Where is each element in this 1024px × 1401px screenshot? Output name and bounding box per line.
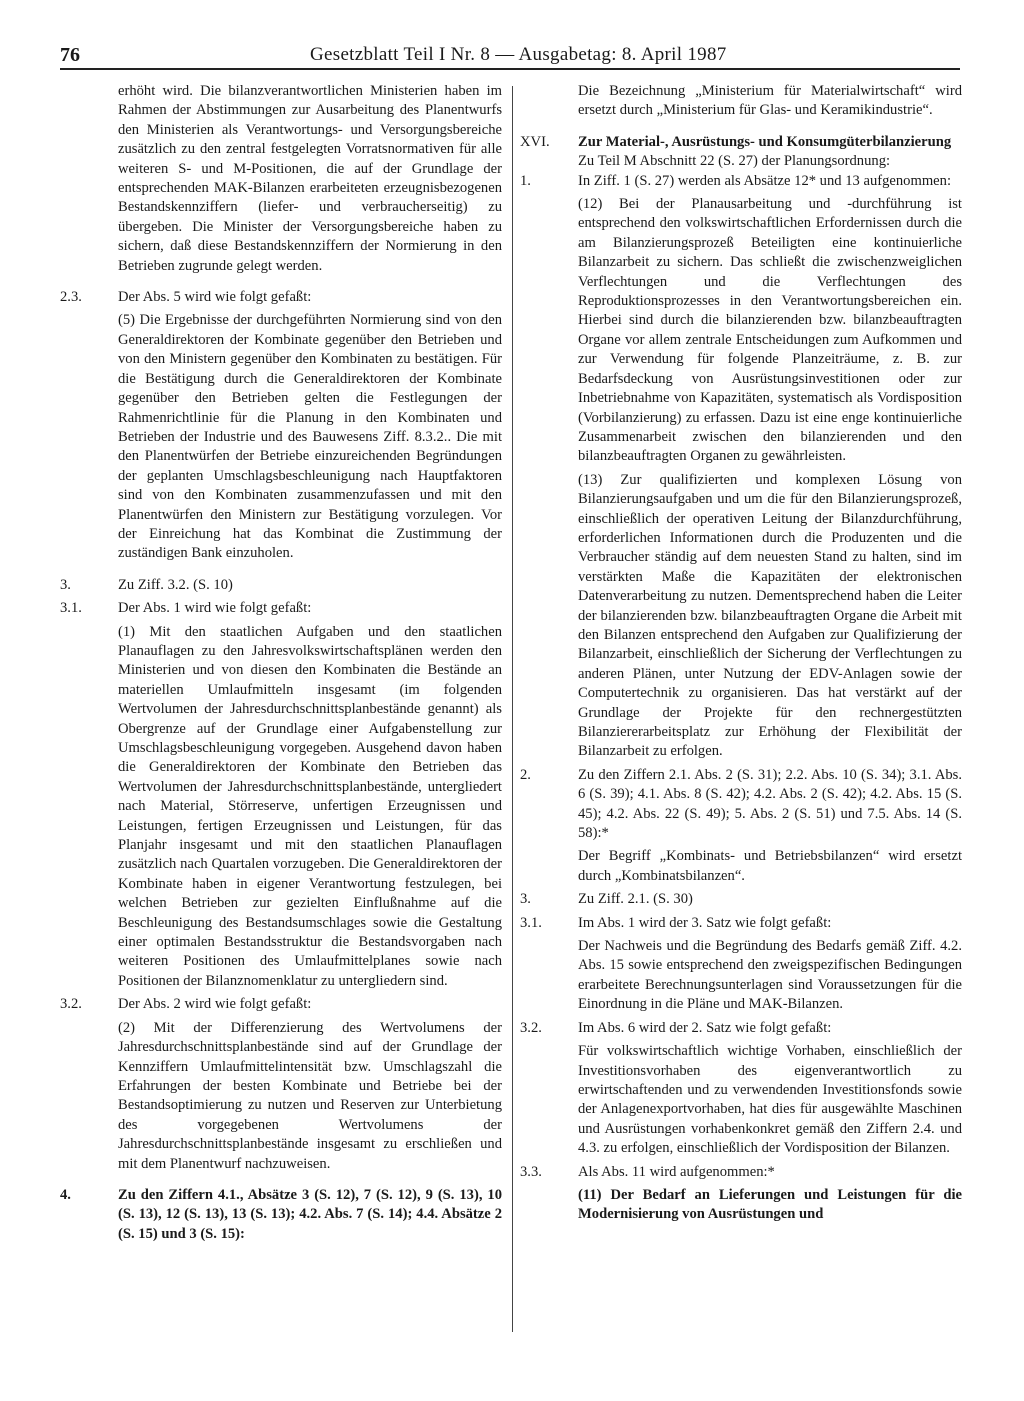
section-heading: In Ziff. 1 (S. 27) werden als Absätze 12* und 13 aufgenommen: [578,172,952,189]
paragraph: Der Nachweis und die Begründung des Bedarfs gemäß Ziff. 4.2. Abs. 15 sowie entsprechend den zweigspezifischen Bedingungen erarbeitete Berechnungsunterlagen sind Voraussetzungen für die Einordnung in die Pläne und MAK-Bilanzen. [578,938,962,1013]
section-heading: Zu Ziff. 3.2. (S. 10) [118,576,233,593]
page-header [60,44,960,66]
paragraph: (13) Zur qualifizierten und komplexen Lösung von Bilanzierungsaufgaben und um die für den Bilanzierungsprozeß, einschließlich der operativen Leitung der Bilanzdurchführung, erforderlichen Informationen durch die Produzenten und die Verbraucher ständig auf dem neuesten Stand zu halten, sind im verstärkten Maße die Kapazitäten der elektronischen Datenverarbeitung zu nutzen. Dementsprechend haben die Leiter der bilanzierenden bzw. bilanzbeauftragten Organe die Arbeit mit den Bilanzen entsprechend den Aufgaben zur Qualifizierung der Bilanzarbeit, einschließlich der Sicherung der Verflechtungen zu anderen Plänen, unter Nutzung der EDV-Anlagen sowie der Computertechnik zu organisieren. Das hat verstärkt auf der Grundlage der Projekte für den rechnergestützten Bilanziererarbeitsplatz zur Erhöhung der Flexibilität der Bilanzarbeit zu erfolgen. [578,471,962,760]
paragraph: (12) Bei der Planausarbeitung und -durchführung ist entsprechend den volkswirtschaftlichen Erfordernissen durch die am Bilanzierungsprozeß Beteiligten eine kontinuierliche Bilanzarbeit zu sichern. Das schließt die zwischenzweiglichen Verflechtungen und die Verflechtungen des Reproduktionsprozesses in den Verantwortungsbereichen ein. Hierbei sind durch die bilanzierenden bzw. bilanzbeauftragten Organe vor allem zentrale Entscheidungen zum Aufkommen und zur Verwendung für folgende Planzeiträume, z. B. zur Bedarfsdeckung von Ausrüstungsinvestitionen oder zur Inbetriebnahme von Kapazitäten, systematisch als Vordisposition (Vorbilanzierung) zu erfassen. Dazu ist eine enge kontinuierliche Zusammenarbeit zwischen den bilanzierenden und den bilanzbeauftragten Organen zu gewährleisten. [578,196,962,465]
section-4 [60,1186,502,1244]
section-number: 3.1. [520,914,542,931]
left-column [60,82,502,1244]
section-2 [520,766,962,886]
section-xvi [520,133,962,172]
section-number: 3.3. [520,1163,542,1180]
section-3 [60,576,502,595]
paragraph: (11) Der Bedarf an Lieferungen und Leistungen für die Modernisierung von Ausrüstungen und [578,1186,962,1223]
running-title: Gesetzblatt Teil I Nr. 8 — Ausgabetag: 8. April 1987 [310,44,727,65]
section-heading: Zu Ziff. 2.1. (S. 30) [578,891,693,908]
section-3 [520,890,962,909]
section-number: 3. [60,576,71,593]
section-number: 3.2. [520,1019,542,1036]
section-1 [520,172,962,762]
paragraph: Für volkswirtschaftlich wichtige Vorhaben, einschließlich der Investitionsvorhaben des eigenverantwortlich zu erwirtschaftenden und zu verwendenden Investitionsfonds sowie der Anlagenexportvorhaben, hat dies für ausgewählte Maschinen und Ausrüstungen vorhabenkonkret gemäß den Ziffern 2.4. und 4.3. zu erfolgen, einschließlich der Vordisposition der Bilanzen. [578,1043,962,1157]
section-title: Zur Material-, Ausrüstungs- und Konsumgüterbilanzierung [578,133,952,150]
section-heading: Zu den Ziffern 2.1. Abs. 2 (S. 31); 2.2. Abs. 10 (S. 34); 3.1. Abs. 6 (S. 39); 4.1. Abs. 8 (S. 42); 4.2. Abs. 2 (S. 42); 4.2. Abs. 15 (S. 45); 4.2. Abs. 22 (S. 49); 5. Abs. 2 (S. 51) und 7.5. Abs. 14 (S. 58):* [578,766,962,842]
section-number: 4. [60,1186,71,1203]
section-heading: Im Abs. 6 wird der 2. Satz wie folgt gefaßt: [578,1019,832,1036]
section-number: 2. [520,766,531,783]
section-3-1 [520,914,962,1015]
right-column [520,82,962,1225]
section-3-1 [60,599,502,991]
header-rule [60,68,960,70]
section-heading: Der Abs. 5 wird wie folgt gefaßt: [118,289,312,306]
section-number: 3.1. [60,600,82,617]
paragraph: (5) Die Ergebnisse der durchgeführten Normierung sind von den Generaldirektoren der Kombinate gegenüber den Betrieben und von den Ministern gegenüber den Kombinaten zu bestätigen. Für die Bestätigung durch die Generaldirektoren der Kombinate gegenüber den Betrieben gelten die Festlegungen der Rahmenrichtlinie für die Planung in den Kombinaten und Betrieben der Industrie und des Bauwesens Ziff. 8.3.2.. Die mit den Planentwürfen der Betriebe einzureichenden Begründungen der geplanten Umschlagsbeschleunigung nach Hauptfaktoren sind von den Kombinaten zusammenzufassen und mit den Planentwürfen den Ministern zur Bestätigung vorzulegen. Vor der Einreichung hat das Kombinat die Zustimmung der zuständigen Bank einzuholen. [118,312,502,562]
section-number: XVI. [520,133,550,150]
section-2-3 [60,288,502,564]
section-number: 2.3. [60,289,82,306]
section-3-2 [60,995,502,1174]
section-heading: Als Abs. 11 wird aufgenommen:* [578,1163,775,1180]
section-3-3 [520,1163,962,1225]
paragraph: Zu Teil M Abschnitt 22 (S. 27) der Planungsordnung: [578,153,891,170]
paragraph: Der Begriff „Kombinats- und Betriebsbilanzen“ wird ersetzt durch „Kombinatsbilanzen“. [578,848,962,884]
column-divider [512,86,513,1332]
page-number: 76 [60,44,80,66]
section-3-2 [520,1019,962,1159]
section-number: 3. [520,891,531,908]
section-heading: Der Abs. 1 wird wie folgt gefaßt: [118,600,312,617]
section-heading: Zu den Ziffern 4.1., Absätze 3 (S. 12), 7 (S. 12), 9 (S. 13), 10 (S. 13), 12 (S. 13), 13 (S. 13); 4.2. Abs. 7 (S. 14); 4.4. Absätze 2 (S. 15) und 3 (S. 15): [118,1186,502,1242]
paragraph: (1) Mit den staatlichen Aufgaben und den staatlichen Planauflagen zu den Jahresvolkswirtschaftsplänen werden den Ministerien und von diesen den Kombinaten die Bestände an materiellen Umlaufmitteln insgesamt (im folgenden Wertvolumen der Jahresdurchschnittsplanbestände genannt) als Obergrenze auf der Grundlage einer Aufgabenstellung zur Umschlagsbeschleunigung vorgegeben. Ausgehend davon haben die Generaldirektoren der Kombinate den Betrieben das Wertvolumen der Jahresdurchschnittsplanbestände, untergliedert nach Material, Störreserve, unfertigen Erzeugnissen und Leistungen, fertigen Erzeugnissen und Leistungen, für das Planjahr insgesamt und mit den staatlichen Planauflagen zusätzlich nach Quartalen vorzugeben. Die Generaldirektoren der Kombinate haben in eigener Verantwortung festzulegen, bei welchen Betrieben zur gezielten Einflußnahme auf die Beschleunigung des Bestandsumschlages sowie die Gestaltung einer optimalen Bestandsstruktur die Bestandsvorgaben nach weiteren Positionen des Umlaufmittelplanes sowie nach Positionen der Bilanznomenklatur zu untergliedern sind. [118,623,502,989]
paragraph: Die Bezeichnung „Ministerium für Materialwirtschaft“ wird ersetzt durch „Ministerium für Glas- und Keramikindustrie“. [578,83,962,119]
paragraph: (2) Mit der Differenzierung des Wertvolumens der Jahresdurchschnittsplanbestände sind auf der Grundlage der Kennziffern Umlaufmittelintensität bzw. Umschlagszahl die Erfahrungen der besten Kombinate und Betriebe bei der Bestandsoptimierung zu nutzen und Reserven zur Unterbietung des vorgegebenen Wertvolumens der Jahresdurchschnittsplanbestände insgesamt zu erschließen und mit dem Planentwurf nachzuweisen. [118,1019,502,1172]
section-heading: Der Abs. 2 wird wie folgt gefaßt: [118,996,312,1013]
section-heading: Im Abs. 1 wird der 3. Satz wie folgt gefaßt: [578,914,832,931]
paragraph: erhöht wird. Die bilanzverantwortlichen Ministerien haben im Rahmen der Abstimmungen zur Ausarbeitung des Planentwurfs den Ministerien als Verantwortungs- und Versorgungsbereiche zusätzlich zu den zentral festgelegten Vorratsnormativen für alle weiteren S- und M-Positionen, die auf der Grundlage der entsprechenden MAK-Bilanzen erarbeiteten erzeugnisbezogenen Bestandskennziffern (liefer- und verbraucherseitig) zu übergeben. Die Minister der Versorgungsbereiche haben zu sichern, daß diese Bestandskennziffern der Normierung in den Betrieben zugrunde gelegt werden. [118,83,502,274]
section-number: 3.2. [60,996,82,1013]
section-number: 1. [520,172,531,189]
